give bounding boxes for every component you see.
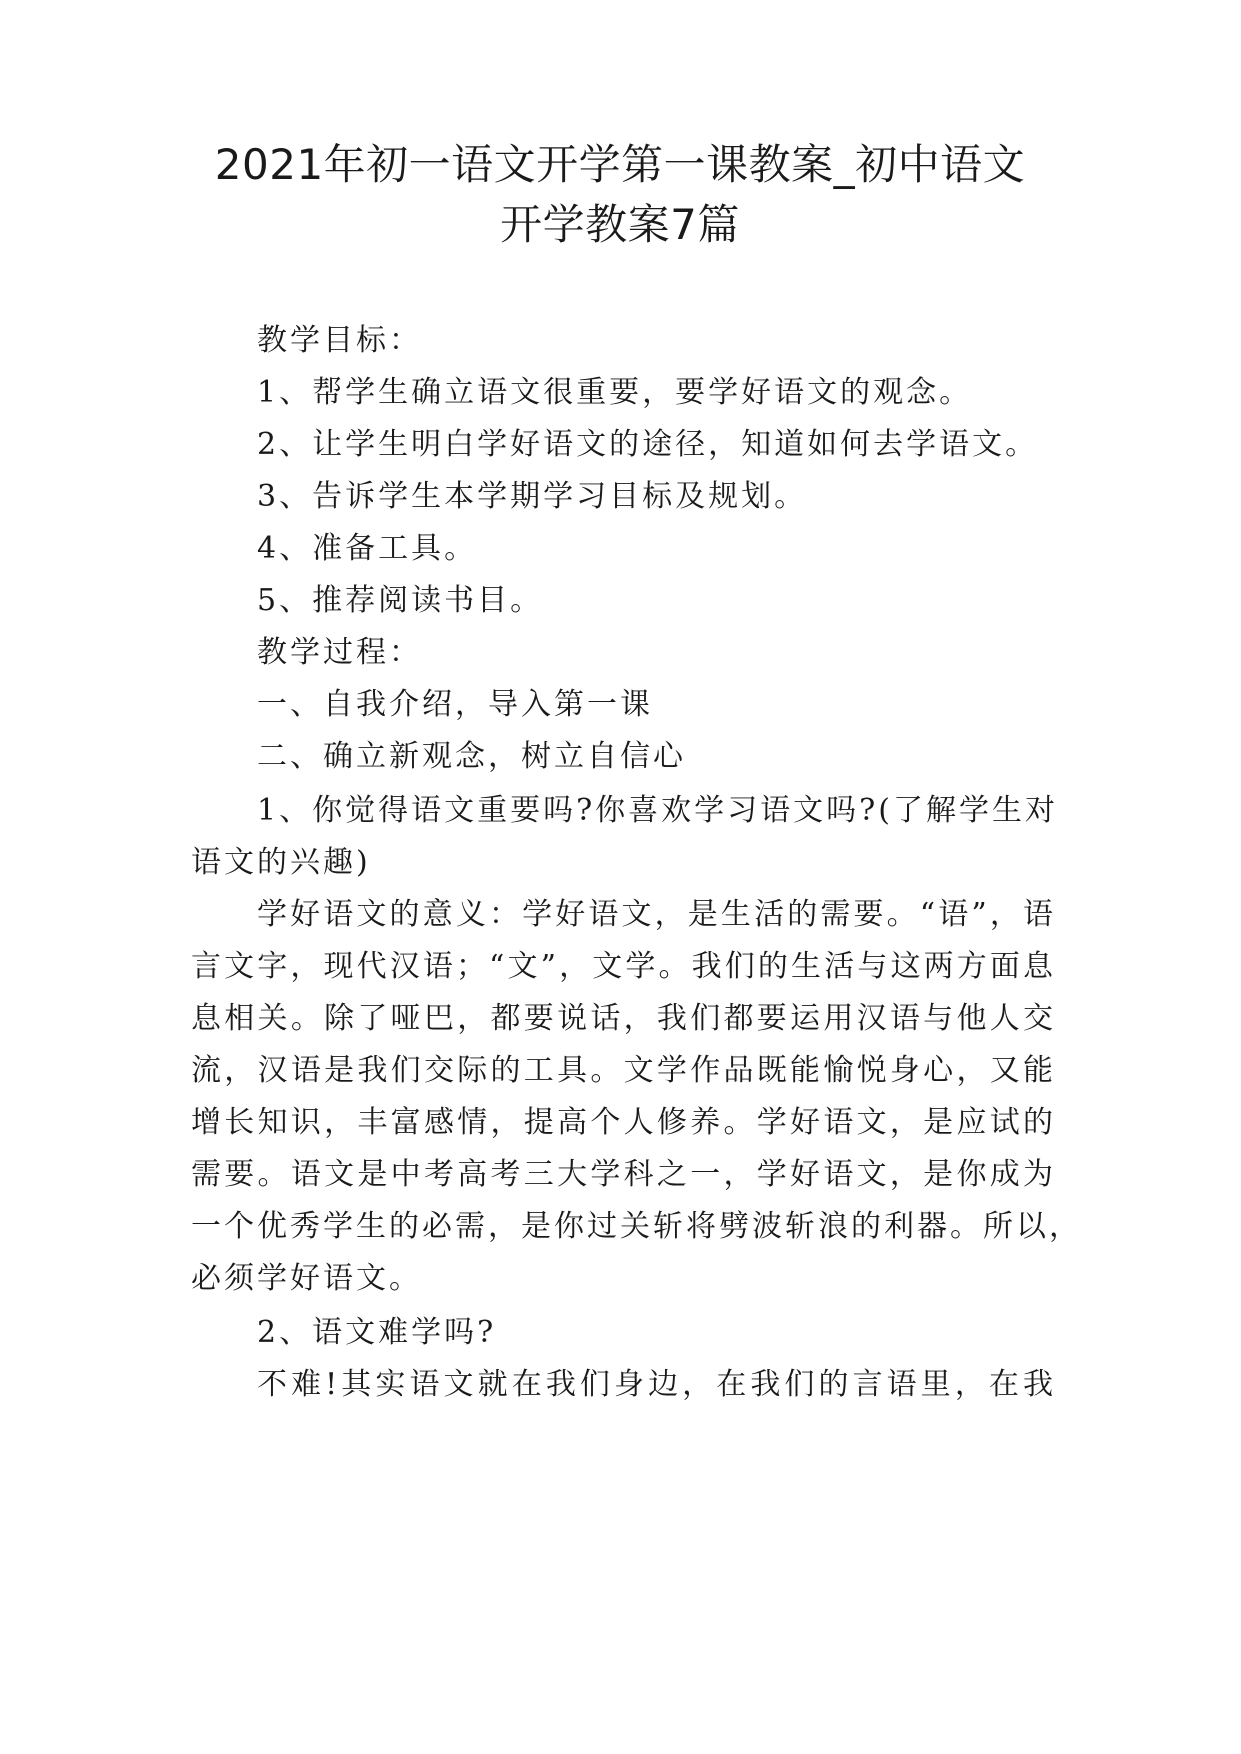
process-step-2: 二、确立新观念，树立自信心 — [257, 739, 686, 774]
goal-item-1: 1、帮学生确立语文很重要，要学好语文的观念。 — [257, 375, 973, 410]
document-title-line-2: 开学教案7篇 — [500, 200, 740, 249]
meaning-paragraph-line-1: 学好语文的意义：学好语文，是生活的需要。“语”，语 — [257, 897, 1056, 932]
goal-item-5: 5、推荐阅读书目。 — [257, 583, 544, 618]
meaning-paragraph-line-6: 需要。语文是中考高考三大学科之一，学好语文，是你成为 — [191, 1157, 1056, 1192]
question-1-line-2: 语文的兴趣) — [191, 845, 371, 880]
goal-item-3: 3、告诉学生本学期学习目标及规划。 — [257, 479, 808, 514]
meaning-paragraph-line-8: 必须学好语文。 — [191, 1261, 422, 1296]
meaning-paragraph-line-2: 言文字，现代汉语；“文”，文学。我们的生活与这两方面息 — [191, 949, 1056, 984]
meaning-paragraph-line-3: 息相关。除了哑巴，都要说话，我们都要运用汉语与他人交 — [191, 1001, 1056, 1036]
heading-teaching-process: 教学过程： — [257, 635, 422, 670]
process-step-1: 一、自我介绍，导入第一课 — [257, 687, 653, 722]
question-2: 2、语文难学吗? — [257, 1315, 497, 1350]
question-1-line-1: 1、你觉得语文重要吗?你喜欢学习语文吗?(了解学生对 — [257, 793, 1058, 828]
goal-item-4: 4、准备工具。 — [257, 531, 478, 566]
document-title-line-1: 2021年初一语文开学第一课教案_初中语文 — [214, 140, 1026, 189]
meaning-paragraph-line-5: 增长知识，丰富感情，提高个人修养。学好语文，是应试的 — [191, 1105, 1056, 1140]
heading-teaching-goals: 教学目标： — [257, 323, 422, 358]
meaning-paragraph-line-7: 一个优秀学生的必需，是你过关斩将劈波斩浪的利器。所以， — [191, 1209, 1082, 1244]
goal-item-2: 2、让学生明白学好语文的途径，知道如何去学语文。 — [257, 427, 1039, 462]
answer-paragraph-line-1: 不难!其实语文就在我们身边，在我们的言语里，在我 — [257, 1367, 1056, 1402]
meaning-paragraph-line-4: 流，汉语是我们交际的工具。文学作品既能愉悦身心，又能 — [191, 1053, 1056, 1088]
